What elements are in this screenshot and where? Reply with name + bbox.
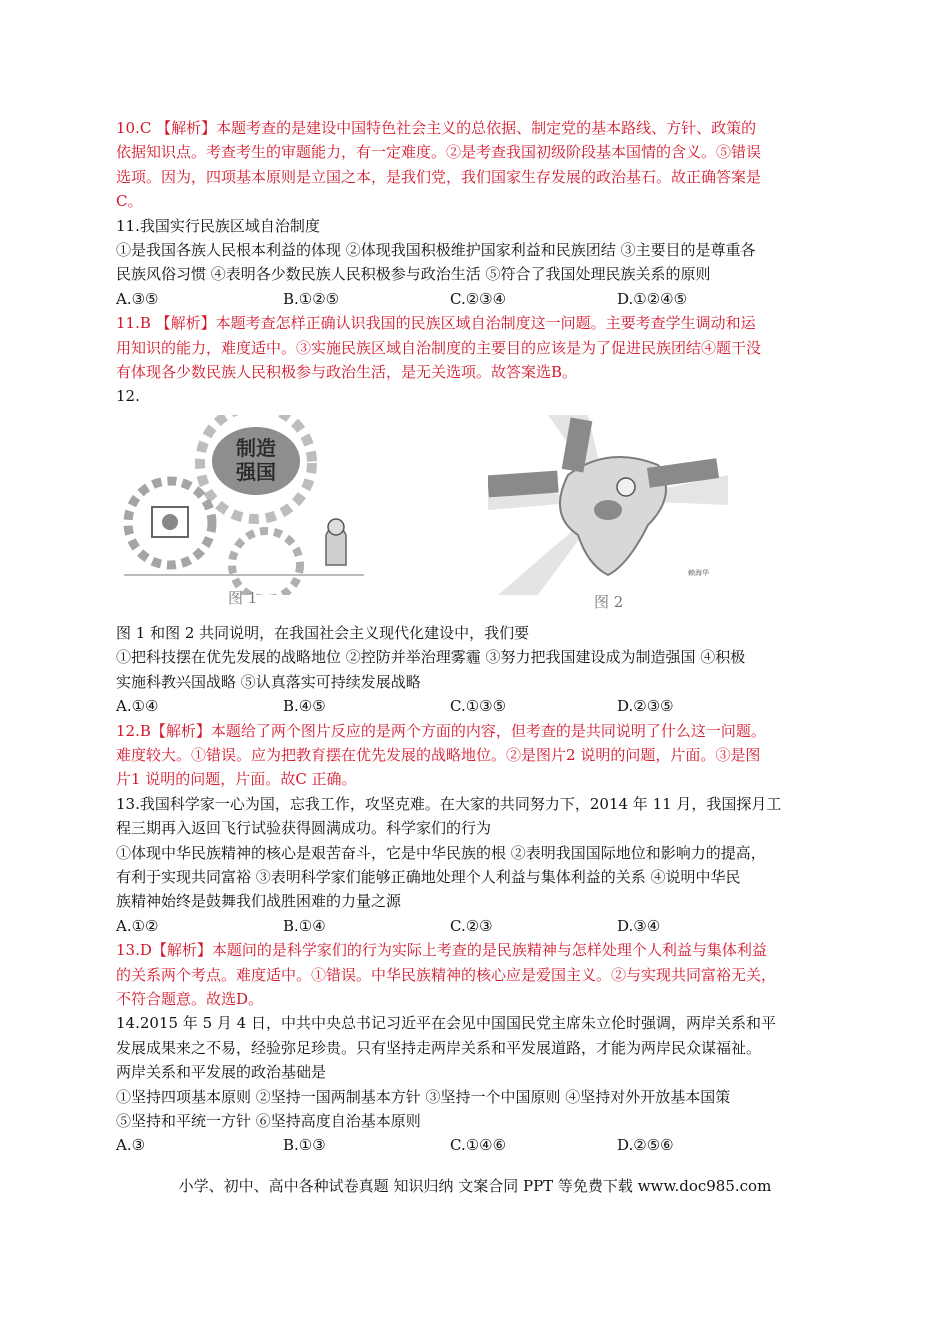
q13-options [116,914,840,938]
page-footer: 小学、初中、高中各种试卷真题 知识归纳 文案合同 PPT 等免费下载 www.doc985.com [178,1177,772,1195]
figure-1-gear-text: 强国 [236,459,276,484]
stem-line: 有利于实现共同富裕 ③表明科学家们能够正确地处理个人利益与集体利益的关系 ④说明中华民 [116,867,741,886]
option-d: D.①②④⑤ [617,289,688,308]
option-a: A.③ [116,1136,146,1155]
option-a: A.③⑤ [116,289,159,308]
q13-answer [116,938,840,1011]
option-c: C.②③ [450,916,493,935]
answer-line: 难度较大。①错误。应为把教育摆在优先发展的战略地位。②是图片2 说明的问题，片面。③是图 [116,745,761,764]
q10-answer [116,116,840,214]
option-c: C.①③⑤ [450,697,507,716]
q11-answer [116,311,840,384]
figure-2-credit: 赖海华 [688,568,709,577]
option-b: B.①④ [283,916,326,935]
stem-line: 13.我国科学家一心为国，忘我工作，攻坚克难。在大家的共同努力下，2014 年 11 月，我国探月工 [116,794,782,813]
answer-line: 选项。因为，四项基本原则是立国之本，是我们党，我们国家生存发展的政治基石。故正确答案是 [116,167,762,186]
q12-number: 12. [116,387,140,406]
option-c: C.②③④ [450,289,507,308]
figure-1-caption: 图 1 [228,588,258,607]
stem-line: ①坚持四项基本原则 ②坚持一国两制基本方针 ③坚持一个中国原则 ④坚持对外开放基本国策 [116,1087,731,1106]
stem-line: 民族风俗习惯 ④表明各少数民族人民积极参与政治生活 ⑤符合了我国处理民族关系的原则 [116,265,711,284]
answer-line: 片1 说明的问题，片面。故C 正确。 [116,770,357,789]
q13-stem [116,792,840,914]
option-a: A.①② [116,916,159,935]
answer-line: 的关系两个考点。难度适中。①错误。中华民族精神的核心应是爱国主义。②与实现共同富裕无关， [116,965,777,984]
stem-line: 11.我国实行民族区域自治制度 [116,216,320,235]
figure-2-caption: 图 2 [594,592,624,611]
answer-line: 13.D【解析】本题问的是科学家们的行为实际上考查的是民族精神与怎样处理个人利益与集体利益 [116,941,767,960]
answer-line: 依据知识点。考查考生的审题能力，有一定难度。②是考查我国初级阶段基本国情的含义。⑤错误 [116,143,762,162]
q14-stem [116,1011,840,1133]
q14-options [116,1133,840,1157]
option-d: D.③④ [617,916,661,935]
answer-line: 12.B【解析】本题给了两个图片反应的是两个方面的内容，但考查的是共同说明了什么这一问题。 [116,721,766,740]
exam-page [116,116,840,1158]
answer-line: 10.C 【解析】本题考查的是建设中国特色社会主义的总依据、制定党的基本路线、方针、政策的 [116,119,757,137]
option-b: B.①②⑤ [283,289,340,308]
answer-line: 11.B 【解析】本题考查怎样正确认识我国的民族区域自治制度这一问题。主要考查学生调动和运 [116,314,756,333]
stem-line: 族精神始终是鼓舞我们战胜困难的力量之源 [116,892,402,911]
answer-line: 用知识的能力，难度适中。③实施民族区域自治制度的主要目的应该是为了促进民族团结④题干没 [116,338,762,357]
option-a: A.①④ [116,697,159,716]
stem-line: 程三期再入返回飞行试验获得圆满成功。科学家们的行为 [116,819,492,838]
q11-stem [116,214,840,287]
option-d: D.②⑤⑥ [617,1136,674,1155]
q11-options [116,287,840,311]
q12-options [116,694,840,718]
option-b: B.④⑤ [283,697,326,716]
q12-figures [116,415,840,619]
q12-stem [116,621,840,694]
answer-line: C。 [116,192,143,211]
figure-1-gears-cartoon [116,415,376,595]
option-b: B.①③ [283,1136,326,1155]
answer-line: 不符合题意。故选D。 [116,989,264,1008]
option-d: D.②③⑤ [617,697,674,716]
q12-answer [116,719,840,792]
stem-line: ①把科技摆在优先发展的战略地位 ②控防并举治理雾霾 ③努力把我国建设成为制造强国 ④积极 [116,648,746,667]
answer-line: 有体现各少数民族人民积极参与政治生活，是无关选项。故答案选B。 [116,363,578,382]
option-c: C.①④⑥ [450,1136,507,1155]
figure-1-gear-text: 制造 [236,435,276,460]
stem-line: 14.2015 年 5 月 4 日，中共中央总书记习近平在会见中国国民党主席朱立伦时强调，两岸关系和平 [116,1014,776,1033]
stem-line: ⑤坚持和平统一方针 ⑥坚持高度自治基本原则 [116,1112,421,1130]
stem-line: 两岸关系和平发展的政治基础是 [116,1063,327,1082]
stem-line: 发展成果来之不易，经验弥足珍贵。只有坚持走两岸关系和平发展道路，才能为两岸民众谋福祉。 [116,1038,762,1057]
stem-line: 实施科教兴国战略 ⑤认真落实可持续发展战略 [116,672,421,691]
figure-2-map-cartoon [488,415,728,595]
stem-line: ①体现中华民族精神的核心是艰苦奋斗，它是中华民族的根 ②表明我国国际地位和影响力的提高， [116,843,766,862]
stem-line: ①是我国各族人民根本利益的体现 ②体现我国积极维护国家利益和民族团结 ③主要目的是尊重各 [116,241,756,260]
stem-line: 图 1 和图 2 共同说明，在我国社会主义现代化建设中，我们要 [116,623,530,642]
